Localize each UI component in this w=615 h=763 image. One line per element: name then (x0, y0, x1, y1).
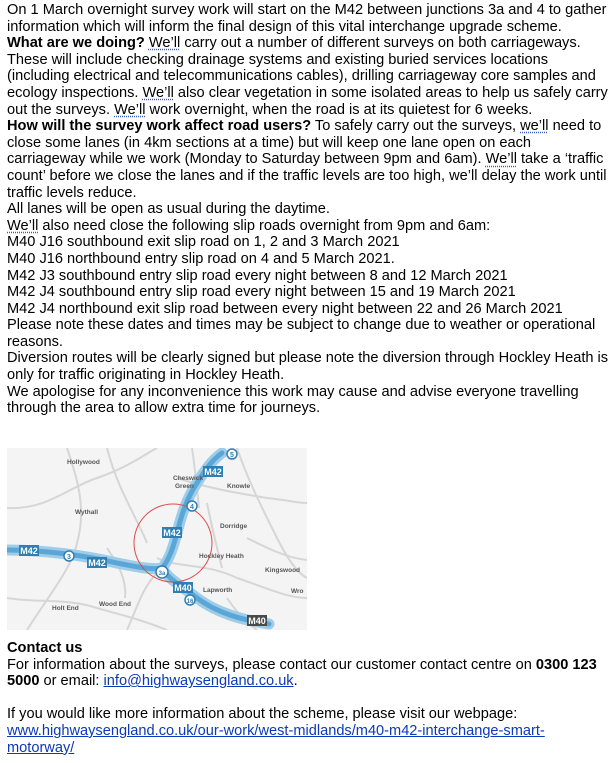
contact-text-1: For information about the surveys, please contact our customer contact centre on (7, 656, 536, 673)
contact-text-3: . (293, 673, 298, 690)
place-label: Dorridge (220, 523, 248, 530)
spelling-flag: We’ll (148, 35, 181, 52)
lanes-open-line: All lanes will be open as usual during the daytime. (7, 201, 330, 218)
document-body (7, 2, 609, 417)
junction-label: 3a (158, 571, 166, 577)
contact-section (7, 640, 609, 756)
place-label: Wro (291, 588, 304, 595)
road-users-paragraph (7, 118, 609, 201)
affect-text-2: need to close some lanes (in 4km sections at a time) but will keep one lane open on each carriageway while we work (Monday to Saturday between 9pm and 6am). (7, 118, 602, 168)
apology-note: We apologise for any inconvenience this work may cause and advise everyone travelling through the area to allow extra time for journeys. (7, 383, 579, 417)
doing-text-1: carry out a number of different surveys on both carriageways. These will include checking drainage systems and existing buried services locations (including electrical and telecommunications cables), drilling carriageway core samples and ecology inspections. (7, 35, 596, 101)
junction-label: 4 (190, 504, 194, 511)
spacer (7, 690, 609, 707)
contact-text-2: or email: (39, 673, 104, 690)
contact-heading (7, 640, 609, 657)
place-label: Holt End (52, 605, 79, 612)
junction-label: 5 (230, 452, 234, 459)
email-link[interactable]: info@highwaysengland.co.uk (103, 673, 294, 690)
junction-label: 3 (67, 554, 71, 561)
scheme-map (7, 448, 307, 630)
change-note: Please note these dates and times may be subject to change due to weather or operational reasons. (7, 317, 596, 350)
place-label: Kingswood (265, 567, 301, 574)
place-label: Lapworth (203, 587, 233, 594)
place-label: Cheswick Green (173, 475, 203, 490)
closure-item: M40 J16 northbound entry slip road on 4 and 5 March 2021. (7, 250, 395, 267)
doing-text-2: also clear vegetation in some isolated areas to help us safely carry out the surveys. (7, 84, 608, 118)
map-background (7, 448, 307, 630)
slip-intro-text: also need close the following slip roads overnight from 9pm and 6am: (38, 217, 491, 234)
closure-item: M42 J4 northbound exit slip road between every night between 22 and 26 March 2021 (7, 300, 563, 317)
contact-heading-text: Contact us (7, 640, 83, 656)
closure-item: M40 J16 southbound exit slip road on 1, 2 and 3 March 2021 (7, 234, 400, 251)
motorway-label: M42 (88, 558, 106, 568)
motorway-label: M42 (20, 546, 38, 556)
place-label: Hollywood (67, 459, 100, 466)
spelling-flag: we’ll (520, 118, 549, 135)
affect-text-1: To safely carry out the surveys, (311, 118, 521, 135)
closure-item: M42 J3 southbound entry slip road every night between 8 and 12 March 2021 (7, 267, 508, 284)
doing-text-3: work overnight, when the road is at its quietest for 6 weeks. (145, 101, 533, 118)
place-label: Wythall (75, 509, 98, 516)
slip-roads-intro (7, 218, 609, 235)
spelling-flag: We’ll (142, 84, 174, 101)
motorway-label: M40 (248, 616, 266, 626)
what-are-we-doing-paragraph (7, 35, 609, 118)
contact-paragraph (7, 657, 609, 690)
webpage-line (7, 723, 609, 756)
motorway-label: M42 (204, 467, 222, 477)
spelling-flag: We’ll (7, 217, 39, 234)
affect-text-3: take a ‘traffic count’ before we close the lanes and if the traffic levels are too high, we’ll delay the work until traffic levels reduce. (7, 151, 607, 201)
diversion-note: Diversion routes will be clearly signed but please note the diversion through Hockley Heath is only for traffic originating in Hockley Heath. (7, 350, 609, 384)
spelling-flag: We’ll (114, 101, 146, 118)
place-label: Hockley Heath (199, 553, 244, 560)
motorway-label: M42 (163, 528, 181, 538)
what-are-we-doing-heading: What are we doing? (7, 35, 145, 52)
junction-label: 16 (186, 599, 194, 605)
phone-number: 0300 123 5000 (7, 656, 597, 690)
road-users-heading: How will the survey work affect road users? (7, 118, 312, 135)
place-label: Wood End (99, 601, 132, 608)
webpage-link[interactable]: www.highwaysengland.co.uk/our-work/west-midlands/m40-m42-interchange-smart-motorway/ (7, 722, 545, 756)
motorway-label: M40 (174, 583, 192, 593)
intro-paragraph: On 1 March overnight survey work will start on the M42 between junctions 3a and 4 to gather information which will inform the final design of this vital interchange upgrade scheme. (7, 2, 607, 35)
spelling-flag: We’ll (485, 151, 517, 168)
more-info-line: If you would like more information about the scheme, please visit our webpage: (7, 706, 518, 723)
closure-item: M42 J4 southbound entry slip road every night between 15 and 19 March 2021 (7, 284, 516, 301)
place-label: Knowle (227, 483, 251, 490)
